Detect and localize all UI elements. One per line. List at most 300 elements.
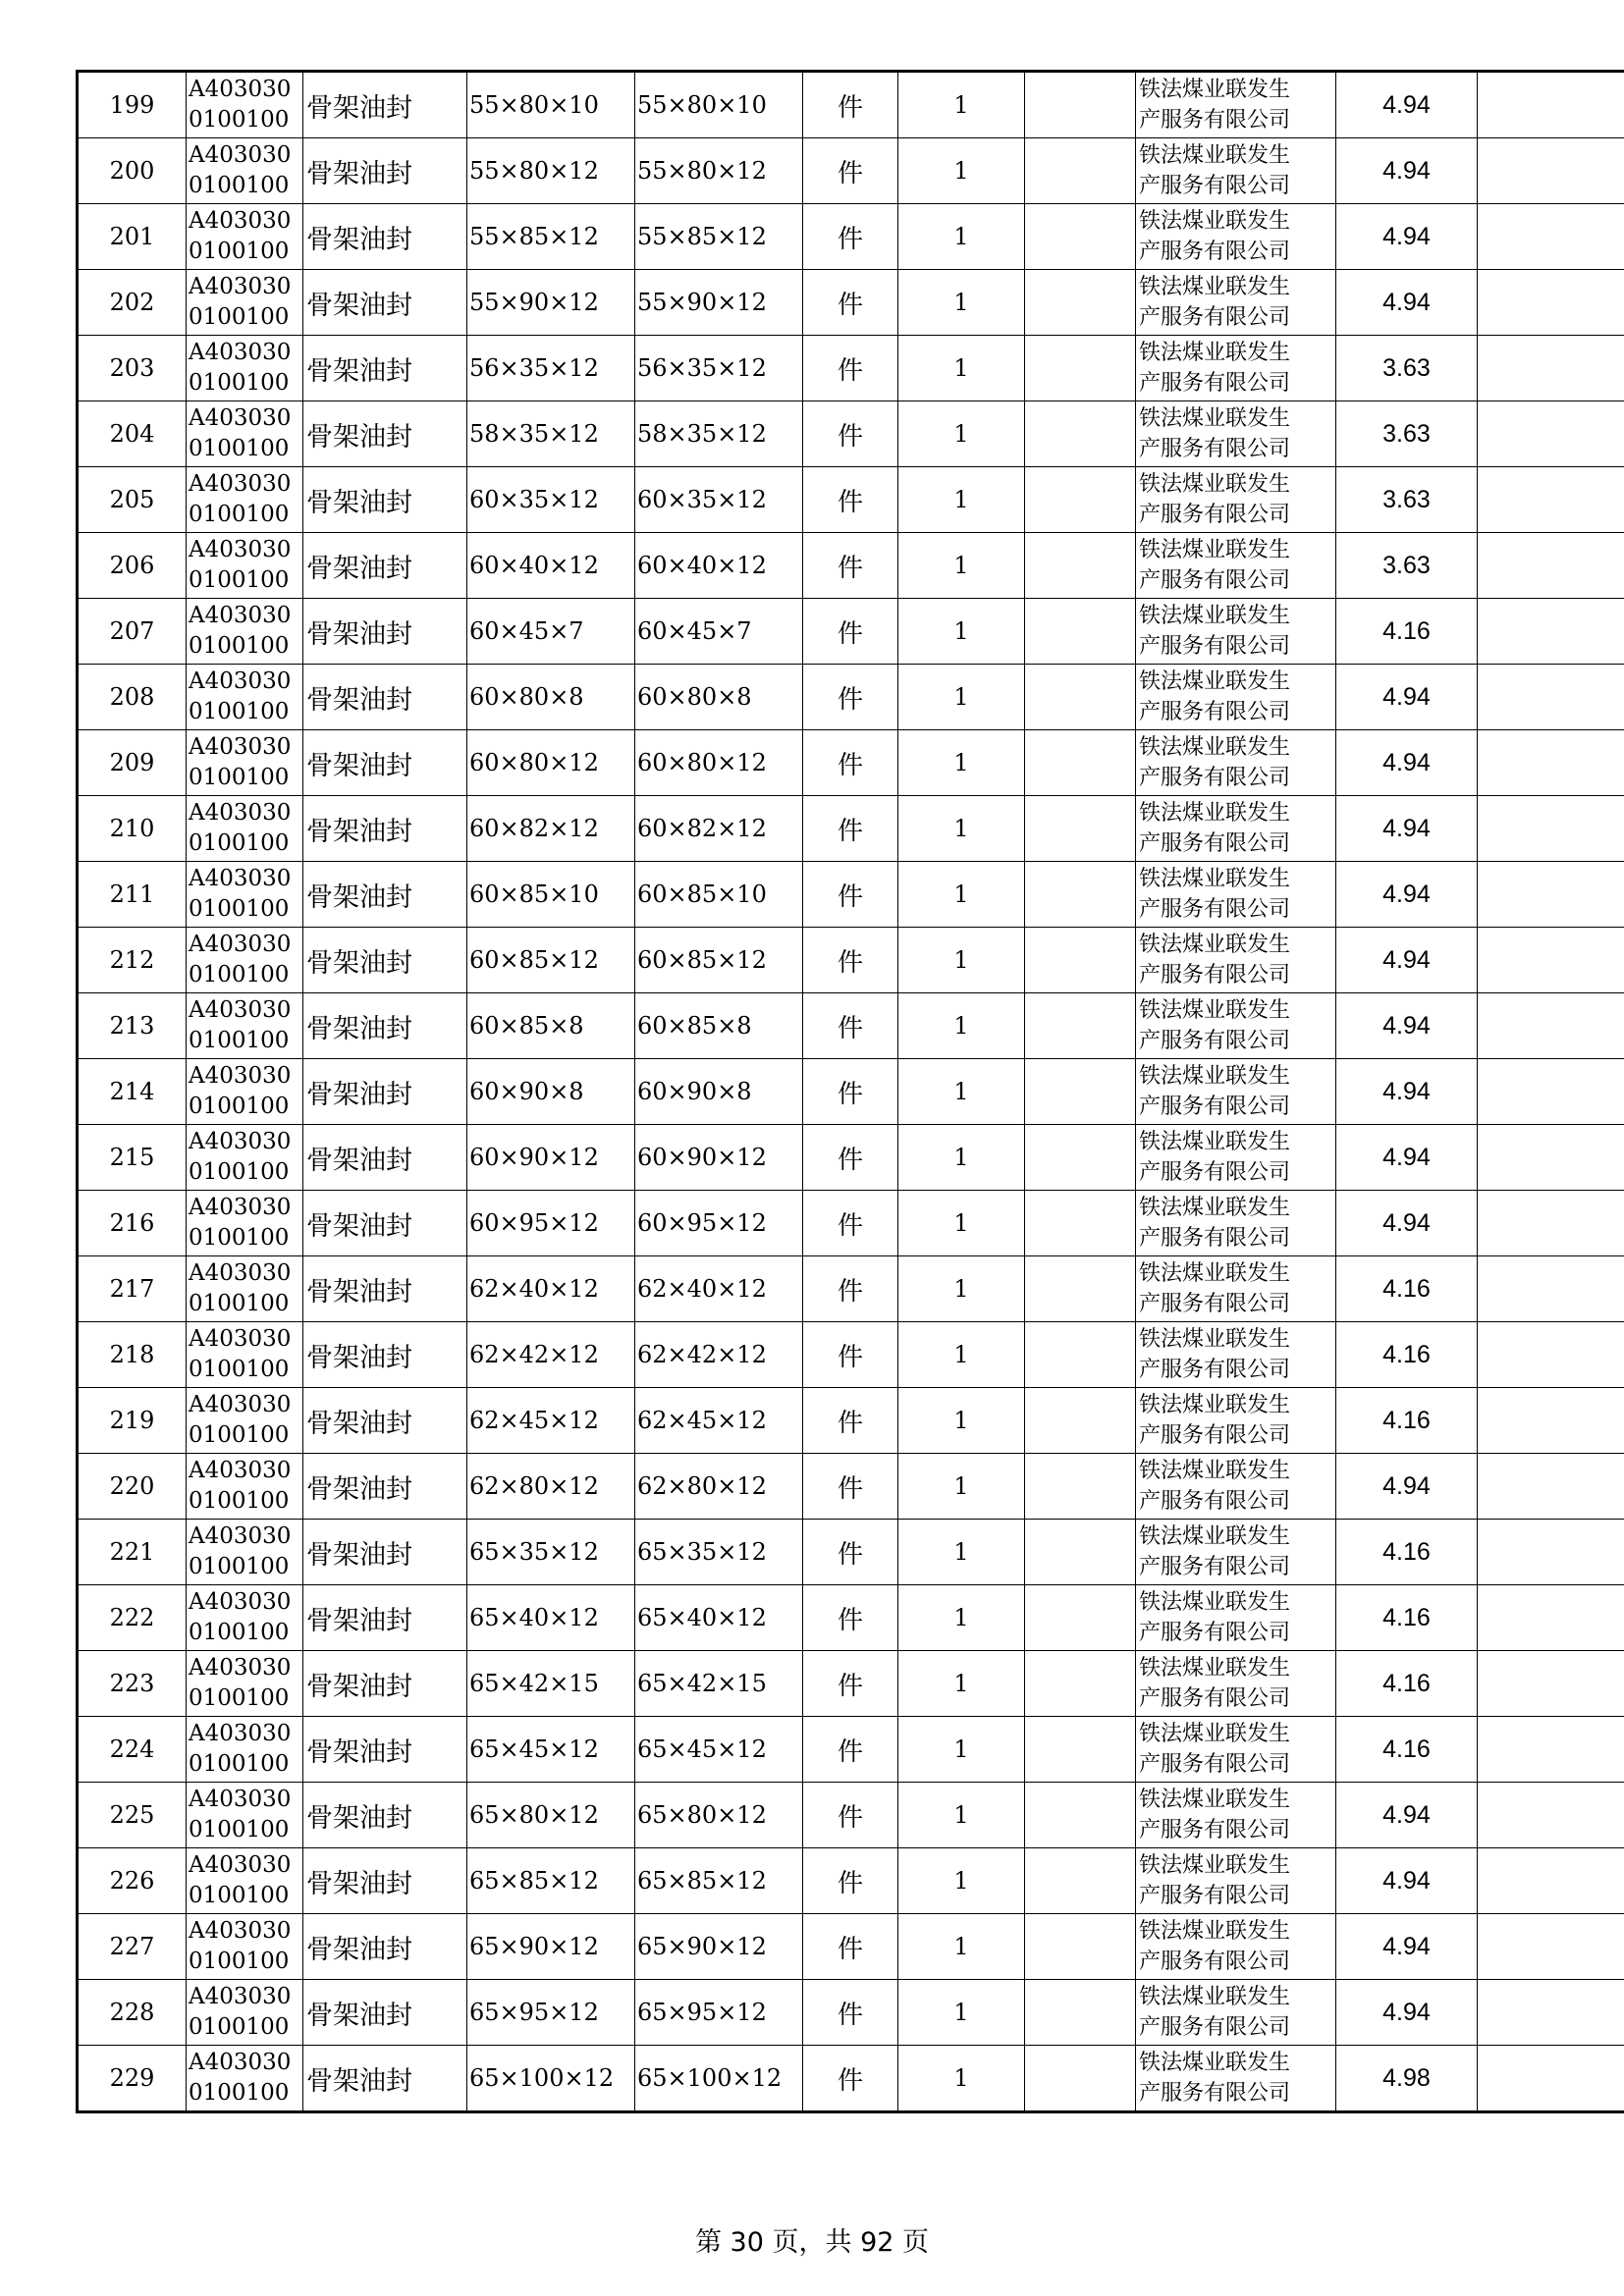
note-cell xyxy=(1478,730,1624,796)
row-number-cell xyxy=(78,1191,187,1256)
model-cell xyxy=(635,204,803,270)
row-number-cell-text: 210 xyxy=(109,815,155,842)
supplier-cell-text: 铁法煤业联发生 xyxy=(1139,1459,1291,1483)
row-number-cell xyxy=(78,1848,187,1914)
quantity-cell-text: 1 xyxy=(953,420,969,448)
spec-cell xyxy=(467,928,635,993)
spec-cell xyxy=(467,665,635,730)
supplier-cell xyxy=(1136,1651,1336,1717)
row-number-cell xyxy=(78,1256,187,1322)
supplier-cell-text: 产服务有限公司 xyxy=(1139,1949,1291,1974)
material-name-cell xyxy=(303,1059,467,1125)
model-cell-text: 55×80×10 xyxy=(637,91,767,119)
model-cell xyxy=(635,1651,803,1717)
table-row xyxy=(78,1783,1624,1848)
table-row xyxy=(78,1651,1624,1717)
spec-cell-text: 60×40×12 xyxy=(469,552,599,579)
row-number-cell-text: 215 xyxy=(109,1144,155,1171)
material-name-cell-text: 骨架油封 xyxy=(306,1013,412,1044)
quantity-cell-text: 1 xyxy=(953,881,969,908)
supplier-cell-text: 产服务有限公司 xyxy=(1139,1292,1291,1316)
row-number-cell xyxy=(78,993,187,1059)
material-code-cell-text: A403030 xyxy=(189,1589,292,1615)
material-name-cell-text: 骨架油封 xyxy=(306,2000,412,2031)
row-number-cell-text: 203 xyxy=(109,354,155,382)
model-cell xyxy=(635,1256,803,1322)
table-row xyxy=(78,1520,1624,1585)
supplier-cell-text: 产服务有限公司 xyxy=(1139,1423,1291,1448)
blank-cell xyxy=(1025,665,1136,730)
material-code-cell-text: A403030 xyxy=(189,1655,292,1681)
quantity-cell-text: 1 xyxy=(953,552,969,579)
supplier-cell-text: 铁法煤业联发生 xyxy=(1139,406,1291,431)
quantity-cell-text: 1 xyxy=(953,1472,969,1500)
table-row xyxy=(78,467,1624,533)
quantity-cell-text: 1 xyxy=(953,1275,969,1303)
unit-cell xyxy=(803,993,898,1059)
row-number-cell-text: 224 xyxy=(109,1735,155,1763)
price-cell-text: 4.16 xyxy=(1382,1603,1431,1631)
supplier-cell-text: 铁法煤业联发生 xyxy=(1139,78,1291,102)
material-code-cell-text: A403030 xyxy=(189,340,292,365)
spec-cell xyxy=(467,730,635,796)
row-number-cell xyxy=(78,1651,187,1717)
unit-cell xyxy=(803,1717,898,1783)
unit-cell-text: 件 xyxy=(837,881,863,912)
supplier-cell xyxy=(1136,138,1336,204)
supplier-cell-text: 铁法煤业联发生 xyxy=(1139,1327,1291,1352)
material-code-cell-text: 0100100 xyxy=(189,1751,290,1777)
supplier-cell-text: 产服务有限公司 xyxy=(1139,1160,1291,1185)
supplier-cell-text: 铁法煤业联发生 xyxy=(1139,1130,1291,1154)
row-number-cell-text: 218 xyxy=(109,1341,155,1368)
quantity-cell-text: 1 xyxy=(953,1144,969,1171)
supplier-cell-text: 铁法煤业联发生 xyxy=(1139,1590,1291,1615)
supplier-cell-text: 铁法煤业联发生 xyxy=(1139,538,1291,562)
spec-cell xyxy=(467,993,635,1059)
spec-cell-text: 65×100×12 xyxy=(469,2064,615,2092)
spec-cell xyxy=(467,1322,635,1388)
price-cell xyxy=(1336,1783,1478,1848)
supplier-cell xyxy=(1136,1585,1336,1651)
supplier-cell xyxy=(1136,533,1336,599)
unit-cell-text: 件 xyxy=(837,1473,863,1504)
supplier-cell xyxy=(1136,599,1336,665)
material-name-cell-text: 骨架油封 xyxy=(306,1342,412,1373)
model-cell xyxy=(635,138,803,204)
model-cell-text: 62×42×12 xyxy=(637,1341,767,1368)
supplier-cell xyxy=(1136,204,1336,270)
quantity-cell-text: 1 xyxy=(953,749,969,776)
supplier-cell-text: 产服务有限公司 xyxy=(1139,240,1291,264)
material-code-cell-text: 0100100 xyxy=(189,1422,290,1448)
spec-cell xyxy=(467,2046,635,2112)
row-number-cell-text: 221 xyxy=(109,1538,155,1566)
unit-cell-text: 件 xyxy=(837,1013,863,1043)
spec-cell-text: 62×80×12 xyxy=(469,1472,599,1500)
material-name-cell xyxy=(303,204,467,270)
row-number-cell-text: 199 xyxy=(109,91,155,119)
table-row xyxy=(78,928,1624,993)
price-cell-text: 4.98 xyxy=(1382,2063,1431,2092)
unit-cell-text: 件 xyxy=(837,1145,863,1175)
material-code-cell-text: A403030 xyxy=(189,1326,292,1352)
quantity-cell-text: 1 xyxy=(953,946,969,974)
table-row xyxy=(78,730,1624,796)
table-row xyxy=(78,72,1624,138)
spec-cell-text: 60×35×12 xyxy=(469,486,599,513)
table-row xyxy=(78,2046,1624,2112)
quantity-cell-text: 1 xyxy=(953,1670,969,1697)
table-row xyxy=(78,665,1624,730)
model-cell-text: 65×95×12 xyxy=(637,1999,767,2026)
material-code-cell-text: 0100100 xyxy=(189,1817,290,1842)
unit-cell-text: 件 xyxy=(837,816,863,846)
note-cell xyxy=(1478,1914,1624,1980)
material-code-cell-text: 0100100 xyxy=(189,304,290,330)
supplier-cell-text: 产服务有限公司 xyxy=(1139,437,1291,461)
row-number-cell xyxy=(78,796,187,862)
supplier-cell-text: 产服务有限公司 xyxy=(1139,963,1291,988)
price-cell-text: 4.94 xyxy=(1382,1143,1431,1171)
spec-cell xyxy=(467,72,635,138)
price-cell xyxy=(1336,1454,1478,1520)
model-cell xyxy=(635,2046,803,2112)
material-name-cell xyxy=(303,270,467,336)
price-cell-text: 4.94 xyxy=(1382,1471,1431,1500)
unit-cell xyxy=(803,1322,898,1388)
supplier-cell xyxy=(1136,1848,1336,1914)
material-code-cell xyxy=(187,72,303,138)
spec-cell xyxy=(467,1848,635,1914)
material-code-cell-text: 0100100 xyxy=(189,633,290,659)
model-cell-text: 55×90×12 xyxy=(637,289,767,316)
unit-cell-text: 件 xyxy=(837,92,863,123)
price-cell xyxy=(1336,1388,1478,1454)
material-code-cell-text: 0100100 xyxy=(189,1620,290,1645)
supplier-cell-text: 产服务有限公司 xyxy=(1139,371,1291,396)
supplier-cell-text: 产服务有限公司 xyxy=(1139,766,1291,790)
model-cell-text: 65×80×12 xyxy=(637,1801,767,1829)
unit-cell xyxy=(803,862,898,928)
material-code-cell xyxy=(187,1125,303,1191)
spec-cell xyxy=(467,204,635,270)
quantity-cell xyxy=(898,993,1025,1059)
row-number-cell xyxy=(78,665,187,730)
material-code-cell xyxy=(187,1388,303,1454)
blank-cell xyxy=(1025,1914,1136,1980)
material-code-cell-text: 0100100 xyxy=(189,567,290,593)
note-cell xyxy=(1478,1322,1624,1388)
unit-cell-text: 件 xyxy=(837,1342,863,1372)
table-row xyxy=(78,533,1624,599)
unit-cell-text: 件 xyxy=(837,1408,863,1438)
material-code-cell xyxy=(187,204,303,270)
supplier-cell-text: 铁法煤业联发生 xyxy=(1139,1393,1291,1417)
row-number-cell xyxy=(78,138,187,204)
unit-cell-text: 件 xyxy=(837,224,863,254)
model-cell-text: 60×85×8 xyxy=(637,1012,752,1040)
supplier-cell-text: 产服务有限公司 xyxy=(1139,831,1291,856)
material-code-cell-text: 0100100 xyxy=(189,370,290,396)
supplier-cell-text: 铁法煤业联发生 xyxy=(1139,472,1291,497)
note-cell xyxy=(1478,1454,1624,1520)
unit-cell-text: 件 xyxy=(837,2065,863,2096)
spec-cell-text: 58×35×12 xyxy=(469,420,599,448)
material-code-cell xyxy=(187,1059,303,1125)
unit-cell xyxy=(803,467,898,533)
unit-cell xyxy=(803,1585,898,1651)
unit-cell-text: 件 xyxy=(837,1210,863,1241)
model-cell xyxy=(635,336,803,401)
table-row xyxy=(78,204,1624,270)
supplier-cell-text: 产服务有限公司 xyxy=(1139,305,1291,330)
quantity-cell xyxy=(898,533,1025,599)
price-cell-text: 4.16 xyxy=(1382,1537,1431,1566)
supplier-cell-text: 铁法煤业联发生 xyxy=(1139,143,1291,168)
price-cell-text: 4.94 xyxy=(1382,1866,1431,1895)
row-number-cell xyxy=(78,1322,187,1388)
row-number-cell xyxy=(78,270,187,336)
supplier-cell-text: 产服务有限公司 xyxy=(1139,2081,1291,2106)
blank-cell xyxy=(1025,401,1136,467)
material-code-cell-text: 0100100 xyxy=(189,436,290,461)
quantity-cell xyxy=(898,665,1025,730)
spec-cell-text: 55×90×12 xyxy=(469,289,599,316)
model-cell xyxy=(635,1191,803,1256)
material-code-cell-text: A403030 xyxy=(189,1195,292,1220)
material-code-cell-text: 0100100 xyxy=(189,239,290,264)
unit-cell-text: 件 xyxy=(837,355,863,386)
spec-cell xyxy=(467,270,635,336)
supplier-cell-text: 产服务有限公司 xyxy=(1139,1029,1291,1053)
material-name-cell-text: 骨架油封 xyxy=(306,881,412,913)
spec-cell xyxy=(467,1914,635,1980)
material-name-cell xyxy=(303,467,467,533)
material-code-cell-text: A403030 xyxy=(189,997,292,1023)
unit-cell xyxy=(803,665,898,730)
note-cell xyxy=(1478,270,1624,336)
supplier-cell xyxy=(1136,730,1336,796)
quantity-cell-text: 1 xyxy=(953,1801,969,1829)
row-number-cell-text: 214 xyxy=(109,1078,155,1105)
material-name-cell-text: 骨架油封 xyxy=(306,947,412,979)
material-code-cell-text: A403030 xyxy=(189,1063,292,1089)
material-name-cell-text: 骨架油封 xyxy=(306,1408,412,1439)
spec-cell xyxy=(467,796,635,862)
note-cell xyxy=(1478,1388,1624,1454)
spec-cell xyxy=(467,401,635,467)
price-cell-text: 4.94 xyxy=(1382,1208,1431,1237)
material-code-cell-text: 0100100 xyxy=(189,1554,290,1579)
note-cell xyxy=(1478,1651,1624,1717)
material-code-cell-text: A403030 xyxy=(189,603,292,628)
supplier-cell-text: 铁法煤业联发生 xyxy=(1139,933,1291,957)
row-number-cell-text: 208 xyxy=(109,683,155,711)
material-name-cell xyxy=(303,1322,467,1388)
spec-cell xyxy=(467,1256,635,1322)
material-name-cell-text: 骨架油封 xyxy=(306,487,412,518)
quantity-cell xyxy=(898,270,1025,336)
table-row xyxy=(78,1454,1624,1520)
unit-cell xyxy=(803,1980,898,2046)
material-code-cell xyxy=(187,1783,303,1848)
spec-cell xyxy=(467,1191,635,1256)
model-cell-text: 65×90×12 xyxy=(637,1933,767,1960)
table-row xyxy=(78,336,1624,401)
table-row xyxy=(78,401,1624,467)
material-code-cell-text: A403030 xyxy=(189,274,292,299)
unit-cell-text: 件 xyxy=(837,1539,863,1570)
price-cell xyxy=(1336,1125,1478,1191)
row-number-cell-text: 223 xyxy=(109,1670,155,1697)
material-name-cell-text: 骨架油封 xyxy=(306,1210,412,1242)
quantity-cell-text: 1 xyxy=(953,1078,969,1105)
material-code-cell-text: A403030 xyxy=(189,800,292,826)
price-cell-text: 4.94 xyxy=(1382,748,1431,776)
blank-cell xyxy=(1025,928,1136,993)
material-code-cell xyxy=(187,599,303,665)
supplier-cell xyxy=(1136,1914,1336,1980)
blank-cell xyxy=(1025,1125,1136,1191)
spec-cell xyxy=(467,1520,635,1585)
material-name-cell-text: 骨架油封 xyxy=(306,290,412,321)
row-number-cell-text: 220 xyxy=(109,1472,155,1500)
quantity-cell xyxy=(898,1651,1025,1717)
supplier-cell-text: 铁法煤业联发生 xyxy=(1139,1196,1291,1220)
blank-cell xyxy=(1025,336,1136,401)
blank-cell xyxy=(1025,1059,1136,1125)
quantity-cell-text: 1 xyxy=(953,1407,969,1434)
row-number-cell-text: 222 xyxy=(109,1604,155,1631)
blank-cell xyxy=(1025,204,1136,270)
price-cell-text: 4.94 xyxy=(1382,1932,1431,1960)
spec-cell xyxy=(467,862,635,928)
table-row xyxy=(78,1848,1624,1914)
table-row xyxy=(78,138,1624,204)
quantity-cell-text: 1 xyxy=(953,1867,969,1895)
supplier-cell-text: 产服务有限公司 xyxy=(1139,174,1291,198)
spec-cell-text: 62×42×12 xyxy=(469,1341,599,1368)
blank-cell xyxy=(1025,1322,1136,1388)
material-name-cell-text: 骨架油封 xyxy=(306,750,412,781)
model-cell-text: 65×45×12 xyxy=(637,1735,767,1763)
model-cell xyxy=(635,533,803,599)
note-cell xyxy=(1478,665,1624,730)
table-row xyxy=(78,993,1624,1059)
table-row xyxy=(78,1585,1624,1651)
supplier-cell xyxy=(1136,2046,1336,2112)
price-cell-text: 3.63 xyxy=(1382,419,1431,448)
quantity-cell xyxy=(898,1059,1025,1125)
price-cell-text: 4.94 xyxy=(1382,880,1431,908)
price-cell xyxy=(1336,1848,1478,1914)
note-cell xyxy=(1478,599,1624,665)
blank-cell xyxy=(1025,599,1136,665)
material-name-cell-text: 骨架油封 xyxy=(306,158,412,189)
material-name-cell xyxy=(303,401,467,467)
model-cell xyxy=(635,1980,803,2046)
note-cell xyxy=(1478,1783,1624,1848)
unit-cell-text: 件 xyxy=(837,684,863,715)
material-name-cell xyxy=(303,1914,467,1980)
spec-cell xyxy=(467,138,635,204)
material-code-cell xyxy=(187,928,303,993)
material-code-cell xyxy=(187,1585,303,1651)
supplier-cell-text: 产服务有限公司 xyxy=(1139,1489,1291,1514)
unit-cell xyxy=(803,1125,898,1191)
quantity-cell xyxy=(898,1520,1025,1585)
quantity-cell-text: 1 xyxy=(953,2064,969,2092)
supplier-cell-text: 铁法煤业联发生 xyxy=(1139,1722,1291,1746)
blank-cell xyxy=(1025,533,1136,599)
material-name-cell xyxy=(303,665,467,730)
material-code-cell-text: 0100100 xyxy=(189,1685,290,1711)
material-name-cell-text: 骨架油封 xyxy=(306,816,412,847)
price-cell xyxy=(1336,599,1478,665)
material-code-cell-text: A403030 xyxy=(189,1260,292,1286)
note-cell xyxy=(1478,1585,1624,1651)
row-number-cell-text: 213 xyxy=(109,1012,155,1040)
row-number-cell-text: 228 xyxy=(109,1999,155,2026)
table-row xyxy=(78,862,1624,928)
supplier-cell-text: 铁法煤业联发生 xyxy=(1139,1919,1291,1944)
row-number-cell-text: 209 xyxy=(109,749,155,776)
material-code-cell-text: 0100100 xyxy=(189,173,290,198)
spec-cell-text: 65×80×12 xyxy=(469,1801,599,1829)
material-name-cell-text: 骨架油封 xyxy=(306,1473,412,1505)
material-code-cell-text: 0100100 xyxy=(189,1949,290,1974)
quantity-cell xyxy=(898,138,1025,204)
supplier-cell-text: 产服务有限公司 xyxy=(1139,634,1291,659)
row-number-cell xyxy=(78,1914,187,1980)
material-name-cell-text: 骨架油封 xyxy=(306,1868,412,1899)
model-cell-text: 60×40×12 xyxy=(637,552,767,579)
blank-cell xyxy=(1025,270,1136,336)
price-cell xyxy=(1336,1191,1478,1256)
price-cell-text: 3.63 xyxy=(1382,551,1431,579)
material-code-cell-text: A403030 xyxy=(189,1458,292,1483)
supplier-cell xyxy=(1136,336,1336,401)
model-cell-text: 62×45×12 xyxy=(637,1407,767,1434)
unit-cell-text: 件 xyxy=(837,750,863,780)
quantity-cell xyxy=(898,796,1025,862)
price-cell xyxy=(1336,2046,1478,2112)
supplier-cell-text: 铁法煤业联发生 xyxy=(1139,1788,1291,1812)
material-code-cell-text: A403030 xyxy=(189,866,292,891)
material-code-cell-text: 0100100 xyxy=(189,502,290,527)
unit-cell xyxy=(803,599,898,665)
quantity-cell xyxy=(898,1914,1025,1980)
model-cell-text: 58×35×12 xyxy=(637,420,767,448)
table-body xyxy=(78,72,1624,2112)
supplier-cell xyxy=(1136,1717,1336,1783)
note-cell xyxy=(1478,401,1624,467)
quantity-cell xyxy=(898,1388,1025,1454)
material-name-cell xyxy=(303,72,467,138)
material-code-cell xyxy=(187,2046,303,2112)
supplier-cell xyxy=(1136,401,1336,467)
supplier-cell-text: 铁法煤业联发生 xyxy=(1139,1261,1291,1286)
price-cell-text: 4.94 xyxy=(1382,90,1431,119)
supplier-cell xyxy=(1136,665,1336,730)
supplier-cell xyxy=(1136,1388,1336,1454)
price-cell xyxy=(1336,1980,1478,2046)
material-code-cell xyxy=(187,270,303,336)
material-name-cell xyxy=(303,1980,467,2046)
unit-cell xyxy=(803,1914,898,1980)
model-cell-text: 60×80×8 xyxy=(637,683,752,711)
